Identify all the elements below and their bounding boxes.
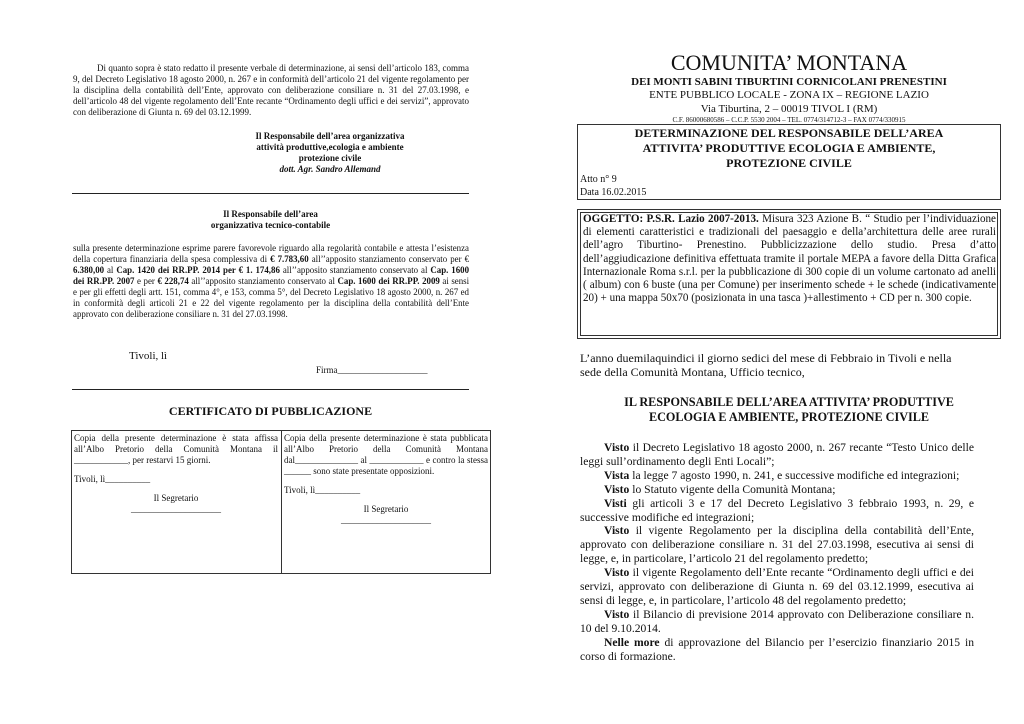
tecnico-heading [72,209,469,231]
page-title: COMUNITA’ MONTANA [670,50,908,75]
parere-paragraph: sulla presente determinazione esprime parere favorevole riguardo alla regolarità contabile e attesta l’esistenza della copertura finanziaria della spesa complessiva di € 7.783,60 all’’apposito stanziamento conservato per € 6.380,00 al Cap. 1420 dei RR.PP. 2014 per € 1. 174,86 all’’apposito stanziamento conservato al Cap. 1600 dei RR.PP. 2007 e per € 228,74 all’’apposito stanziamento conservato al Cap. 1600 dei RR.PP. 2009 ai sensi e per gli effetti degli artt. 151, comma 4°, e 153, comma 5°, del Decreto Legislativo 18 agosto 2000, n. 267 ed in conformità degli articoli 21 e 22 del vigente regolamento per la disciplina della contabilità dell’Ente approvato con deliberazione consiliare n. 31 del 27.03.1998. [73,243,470,319]
signer-line-3: protezione civile [298,153,362,163]
affissione-sign-line: ____________________ [131,504,221,514]
visto-item: Visti gli articoli 3 e 17 del Decreto Legislativo 3 febbraio 1993, n. 29, e successive modifiche ed integrazioni; [580,496,974,524]
signer-name: dott. Agr. Sandro Allemand [279,164,381,174]
comunita-subtitle: DEI MONTI SABINI TIBURTINI CORNICOLANI PRENESTINI [631,76,947,88]
pubblicazione-text: Copia della presente determinazione è stata pubblicata all’Albo Pretorio della Comunità Montana dal______________ al ____________ e contro la stessa ______ sono state presentate opposizioni. [284,433,488,476]
oggetto-text: OGGETTO: P.S.R. Lazio 2007-2013. Misura 323 Azione B. “ Studio per l’individuazione di elementi caratteristici e tradizionali del paesaggio e della’architettura delle aree rurali dell’agro Tiburtino- Prenestino. Pubblicizzazione dello studio. Presa d’atto dell’aggiudicazione definitiva effettuata tramite il portale MEPA a favore della Ditta Grafica Internazionale Roma s.r.l. per la pubblicazione di 300 copie di un volume cartonato ad anelli ( album) con 6 buste (una per Comune) per inserimento schede + le schede (indicativamente 20) + una mappa 50x70 (posizionata in una tasca )+allestimento + CD per n. 300 copie. [583,213,996,305]
visto-item: Visto il Decreto Legislativo 18 agosto 2000, n. 267 recante “Testo Unico delle leggi sull’ordinamento degli Enti Locali”; [580,441,974,468]
determinazione-title: DETERMINAZIONE DEL RESPONSABILE DELL’AREA ATTIVITA’ PRODUTTIVE ECOLOGIA E AMBIENTE, PROTEZIONE CIVILE [634,126,944,170]
visto-keyword: Visto [604,524,630,538]
visto-item: Visto il vigente Regolamento dell’Ente recante “Ordinamento degli uffici e dei servizi, approvato con deliberazione di Giunta n. 69 del 03.12.1999, esecutiva ai sensi di legge, e, in particolare, l’articolo 48 del regolamento predetto; [580,566,974,607]
certificato-divider [281,430,282,574]
tecnico-line-1: Il Responsabile dell’area [223,209,318,219]
affissione-segretario: Il Segretario [153,493,199,503]
firma-line: Firma____________________ [316,365,428,375]
certificato-affissione [74,433,278,515]
visto-keyword: Vista [604,468,630,482]
certificato-title: CERTIFICATO DI PUBBLICAZIONE [168,404,373,418]
pubblicazione-sign-line: ____________________ [341,515,431,525]
tecnico-line-2: organizzativa tecnico-contabile [210,220,331,230]
divider-1 [72,193,469,194]
atto-date: Data 16.02.2015 [580,187,647,198]
responsabile-heading: IL RESPONSABILE DELL’AREA ATTIVITA’ PRODUTTIVE ECOLOGIA E AMBIENTE, PROTEZIONE CIVILE [624,395,954,424]
certificato-pubblicazione [284,433,488,526]
visto-keyword: Visto [604,566,630,580]
oggetto-label: OGGETTO: P.S.R. Lazio 2007-2013. [583,213,759,225]
visto-item: Vista la legge 7 agosto 1990, n. 241, e successive modifiche ed integrazioni; [604,468,960,482]
divider-2 [72,389,469,390]
intro-paragraph: L’anno duemilaquindici il giorno sedici del mese di Febbraio in Tivoli e nella sede della Comunità Montana, Ufficio tecnico, [580,351,952,380]
tivoli-date-label: Tivoli, lì [129,350,168,362]
visto-keyword: Nelle more [604,635,660,649]
pubblicazione-segretario: Il Segretario [363,504,409,514]
address-line: Via Tiburtina, 2 – 00019 TIVOL I (RM) [700,103,878,115]
signer-line-1: Il Responsabile dell’area organizzativa [255,131,405,141]
responsabile-signature-block [240,131,420,175]
visto-keyword: Visto [604,441,630,454]
ente-line: ENTE PUBBLICO LOCALE - ZONA IX – REGIONE LAZIO [649,89,929,101]
affissione-date: Tivoli, lì__________ [74,474,151,484]
header-block [577,51,1001,125]
signer-line-2: attività produttive,ecologia e ambiente [256,142,404,152]
visto-keyword: Visto [604,607,630,621]
visto-keyword: Visti [604,496,627,510]
affissione-text: Copia della presente determinazione è stata affissa all’Albo Pretorio della Comunità Montana il ____________, per restarvi 15 giorni. [74,433,278,465]
visto-item: Visto il Bilancio di previsione 2014 approvato con Deliberazione consiliare n. 10 del 9.10.2014. [580,607,974,635]
verbale-paragraph: Di quanto sopra è stato redatto il presente verbale di determinazione, ai sensi dell’articolo 183, comma 9, del Decreto Legislativo 18 agosto 2000, n. 267 e in conformità dell’articolo 21 del vigente regolamento per la disciplina della contabilità dell’Ente, approvato con deliberazione consiliare n. 31 del 27.03.1998, e dell’articolo 48 del vigente regolamento dell’Ente recante “Ordinamento degli uffici e dei servizi”, approvato con deliberazione di Giunta n. 69 del 03.12.1999. [73,63,469,117]
visto-item: Visto lo Statuto vigente della Comunità Montana; [604,482,836,496]
contacts-line: C.F. 86000680586 – C.C.P. 5530 2004 – TEL. 0774/314712-3 – FAX 0774/330915 [672,116,906,124]
visto-keyword: Visto [604,482,630,496]
atto-number: Atto n° 9 [580,174,617,185]
visti-list [580,441,974,664]
visto-item: Nelle more di approvazione del Bilancio per l’esercizio finanziario 2015 in corso di formazione. [580,635,975,663]
visto-item: Visto il vigente Regolamento per la disciplina della contabilità dell’Ente, approvato con deliberazione consiliare n. 31 del 27.03.1998, esecutiva ai sensi di legge, e, in particolare, l’articolo 21 del regolamento predetto; [580,524,974,566]
pubblicazione-date: Tivoli, lì__________ [284,485,361,495]
